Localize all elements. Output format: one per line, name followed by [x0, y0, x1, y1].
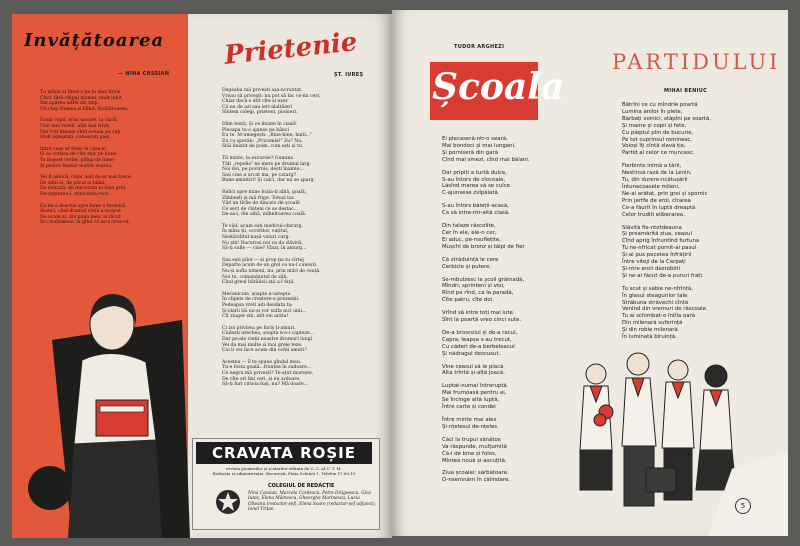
verse-line: Și pestre fețelor nostre soarea.: [40, 163, 113, 169]
verse-line: Întunecoasele mileni,: [622, 183, 680, 190]
verse-line: Degeaba mă privești așa-ncruntat.: [222, 88, 303, 93]
verse-line: Noi tu, comandantul de zăli,: [222, 274, 288, 280]
verse-line: De zații ei, de părul ei bălai,: [40, 180, 106, 186]
stanza: [622, 163, 782, 218]
verse-line: Tăți „repelis" ne mers pe drumul larg.: [222, 161, 311, 167]
verse-line: Slăvită fie-ntotdeauna: [622, 224, 682, 231]
poem-body-partidului: [622, 102, 782, 347]
stanza: [442, 310, 592, 324]
verse-line: Îmi apărea altfel alt chip.: [40, 101, 99, 107]
verse-line: Atunci, cînd drumul vieții a-nceput.: [40, 209, 123, 215]
verse-line: Că nu de azi sau ieri-alaltăieri: [222, 104, 293, 110]
verse-line: Ce sect de cînteni ce se deștac...: [222, 206, 299, 212]
verse-line: Bune-amintiri! Și calci, dar nu se șparg.: [222, 178, 316, 184]
verse-line: Și din robie milenară: [622, 327, 678, 334]
verse-line: Cu pieptul plin de bucurie,: [622, 129, 694, 136]
stanza: [40, 90, 172, 112]
verse-line: Și-ntre eroii dezrobirii: [622, 265, 681, 272]
poem-author-beniuc: MIHAI BENIUC: [664, 88, 708, 94]
stanza: [442, 170, 592, 198]
verse-line: Fierbinte inimă a țării,: [622, 163, 682, 170]
masthead-address: Redacția și administrația: București, Piața Scînteii 1. Telefon 17.60.10: [212, 471, 356, 476]
verse-line: Cînd, fără chipul mamei, mult iubit,: [40, 95, 124, 101]
poem-title-partidului: PARTIDULUI: [612, 50, 781, 74]
verse-line: Între viteji de la Carpați: [622, 259, 686, 266]
verse-line: Pedeapsa vreti adi deodata ta:: [222, 303, 293, 308]
verse-line: Luptat-numai întreruptă.: [442, 383, 509, 390]
stanza: [40, 118, 172, 140]
verse-line: Tu ne-nfricat pornit-ai pasul: [622, 245, 697, 252]
verse-line: Noi doi, pe povirnis, deștl înainte...: [222, 167, 304, 173]
verse-line: Tu, din durere-ncătușării: [622, 177, 688, 184]
verse-line: Ca să intre-ntr-altă clasă.: [442, 210, 510, 217]
pioneer-emblem-icon: [214, 488, 242, 516]
verse-line: Mai bondoci și mai lungani,: [442, 142, 516, 149]
verse-line: Din talaze răscolite,: [442, 223, 496, 230]
verse-line: Stăi liniștit de poim, cum ești și tu.: [222, 144, 304, 150]
verse-line: Cer în ele, ele-n cer,: [442, 229, 497, 236]
poem-title-invatatoarea: Invățătoarea: [24, 30, 165, 51]
verse-line: De-urpiurea-i, stincoleta rece.: [40, 191, 110, 197]
verse-line: Cîte patru, cîte doi.: [442, 297, 494, 304]
stanza: [622, 102, 782, 157]
verse-line: Bătrîni ce cu mîndrie poartă: [622, 102, 698, 108]
verse-line: Cu căderi de-a berbeleacul: [442, 343, 515, 350]
verse-line: Că-i de bine și folos,: [442, 450, 497, 457]
verse-line: Între minte mai ales: [442, 417, 497, 423]
verse-line: Ziua școalei: sărbătoare.: [442, 470, 509, 477]
verse-line: Capra, leapșa s-au trecut,: [442, 336, 512, 343]
verse-line: De-a broscoiul și de-a racul,: [442, 329, 518, 336]
verse-line: Ne-ai arătat, prin grei și spornic: [622, 190, 708, 197]
verse-line: Te văd: acum ești medicul-chirurg.: [222, 223, 303, 229]
stanza: [222, 224, 386, 252]
stanza: [442, 277, 592, 305]
verse-line: În clipele de creștere-a prezenții.: [222, 297, 300, 303]
poem-title-prietenie: Prietenie: [222, 27, 359, 71]
verse-line: Dar toți țineam cînd aveam pe cap: [40, 129, 121, 135]
stanza: [40, 204, 172, 226]
poem-title-scoala: Școala: [432, 66, 565, 108]
verse-line: Mintea nouă și-ascuțită.: [442, 457, 507, 464]
verse-line: Prin jertfe de eroi, cîrarea: [622, 197, 691, 204]
verse-line: De-acum zi, din pana mea, ai făcut: [40, 214, 121, 220]
verse-line: Cînd mai smezi, cînd mai bălani.: [442, 156, 530, 163]
verse-line: Sau ești pilot — și prop ția tu vîrtej: [222, 257, 304, 263]
verse-line: Școlarii tăi nu-și vor sufla nici unii...: [222, 308, 307, 314]
verse-line: Ei aduc, pe-nsuflețite,: [442, 236, 501, 243]
verse-line: Sînt la poartă vreo cinci sute.: [442, 317, 522, 324]
verse-line: Vei fi adeică, chiar aaiț de-ar mai trece.: [40, 175, 132, 181]
verse-line: Departe acum de-un grel ce nu-l cunoști.: [222, 263, 318, 269]
verse-line: Nu-și sufla nimeni, nu, prin mări de ceață.: [222, 269, 321, 275]
verse-line: Să-ți sufle — cine? Vînzi, în amurg...: [222, 246, 307, 252]
verse-line: Să-ți furi cirioia fuși, nu? Mă doare...: [222, 382, 309, 388]
verse-line: Ta ilopoet vorbe, plîngi de lume: [40, 157, 114, 163]
verse-line: De-aici, din albă, mîhnitoarea coală.: [222, 212, 307, 218]
verse-line: Din milenară suferință: [622, 320, 683, 327]
verse-line: Vei da mai multe și mai grele teze.: [222, 342, 303, 348]
verse-line: Și ne-ai făcut de-a pururi frați.: [622, 272, 704, 279]
masthead-title: CRAVATA ROȘIE: [196, 442, 372, 464]
verse-line: Venind din vremuri de răscoale.: [622, 306, 708, 313]
verse-line: Tu-e fosta goală...frunțea în sudoare...: [222, 365, 312, 371]
page-number: 5: [735, 498, 751, 514]
verse-line: De cîte ori îmi ceri, și eu ardoare,: [222, 376, 301, 382]
verse-line: S-au întors de cîocoale,: [442, 176, 506, 183]
verse-line: Că străduință le cere: [442, 256, 499, 263]
stanza: [222, 258, 386, 286]
verse-line: În glasul steagurilor tale: [622, 292, 688, 299]
verse-line: Tîi minte, la excursie? Gumina: [222, 155, 294, 161]
verse-line: Cînd greul bătălieii știi a-l față.: [222, 280, 295, 286]
verse-line: Și mame și copii și fete,: [622, 122, 687, 129]
stanza: [222, 88, 386, 116]
poem-body-invatatoarea: [40, 90, 172, 232]
stanza: [442, 136, 592, 164]
verse-line: Unii mai veseli, alții mai triști,: [40, 123, 111, 129]
teacher-illustration: [12, 280, 196, 538]
verse-line: Un chip frumos și blînd: învățătoarea.: [40, 106, 129, 112]
verse-line: Bărbați voinici, stăpîni pe soartă,: [622, 115, 712, 122]
verse-line: În mîna ții, ocrotitor, cuțitul,: [222, 229, 289, 235]
verse-line: Rînd pe rînd, ca la paradă,: [442, 290, 514, 297]
stanza: [442, 223, 592, 251]
stanza: [222, 122, 386, 150]
stanza: [442, 257, 592, 271]
verse-line: Nu știi! Bucurosi noi va da slăvirii,: [222, 240, 303, 246]
verse-line: Ridici spre mine foaia-ți albă, goală,: [222, 189, 307, 195]
verse-line: Voioși îți cîntă slavă ție,: [622, 143, 686, 150]
stanza: [222, 190, 386, 218]
stanza: [442, 203, 592, 217]
verse-line: Ei plecaseră-ntr-o seară,: [442, 136, 508, 142]
poem-author-arghezi: TUDOR ARGHEZI: [454, 44, 505, 50]
verse-line: Și se vorbea de cîte ziur pe lume: [40, 152, 117, 158]
stanza: [40, 147, 172, 169]
verse-line: Va răspunde, mulțumită: [442, 443, 507, 450]
verse-line: Și nădragul descusut.: [442, 350, 501, 357]
verse-line: Ciulești urechea, șoapta n-o-i capteze...: [222, 331, 314, 337]
verse-line: Străbuna străvechi cîntă: [622, 299, 689, 306]
verse-line: Eram copii, erau ușoare, la clasă.: [40, 118, 118, 124]
verse-line: Și-nțelesul de-nțeles.: [442, 423, 499, 430]
verse-line: Și porniseră din gară: [442, 149, 499, 156]
editorial-board-label: COLEGIUL DE REDACȚIE: [268, 483, 335, 489]
verse-line: Ea mi-a deschis spre lume o ferestră: [40, 203, 126, 209]
verse-line: Ce negru mă privești? Te-ațut morește,: [222, 370, 314, 376]
verse-line: Lăsînd marea să se culce.: [442, 183, 512, 190]
poem-body-prietenie: [222, 88, 386, 394]
stanza: [222, 292, 386, 320]
verse-line: Mecanicule, șoapte n-aștepta: [222, 291, 291, 297]
verse-line: Eu cu sperăn: „Pricomie!" Zu? Nu.: [222, 138, 303, 144]
verse-line: Vreau să privești: nu pot să fac ce-mi ceri,: [222, 93, 321, 99]
verse-line: Văd un tîrîie de dincolo de școală: [222, 201, 300, 207]
verse-line: Ci zoi privirea pe furiș ți-amuri,: [222, 325, 296, 331]
stanza: [222, 326, 386, 354]
verse-line: C-ajunsese zvîpăiată.: [442, 190, 500, 197]
verse-line: Nestinsă rază de la Lenin,: [622, 170, 692, 177]
verse-line: Cerbicie și putere.: [442, 263, 492, 270]
stanza: [222, 360, 386, 388]
verse-line: Mult așteptați, cunoscuți pași.: [40, 135, 111, 141]
verse-line: Cît ziuger știi, atît vei arăta!: [222, 314, 289, 320]
verse-line: Vine ceasul să le placă: [442, 363, 504, 370]
verse-line: Nestăvilitul-nașii valuri curg.: [222, 235, 290, 241]
verse-line: Pleoapa tu-o ajunse pe bănci: [222, 127, 289, 133]
verse-line: Mîndri, sprinteni și vioi,: [442, 283, 505, 290]
verse-line: S-au întors băieții-acasă,: [442, 203, 509, 210]
stanza: [222, 156, 386, 184]
verse-line: Ce-a făurit în luptă dreaptă: [622, 204, 696, 211]
verse-line: Și-i mulțumesc în gînd că se-a crescut.: [40, 220, 131, 226]
verse-line: Mai frumoasă pentru ei,: [442, 390, 507, 397]
verse-line: În luminată biruință.: [622, 334, 677, 341]
masthead-subtitle: [196, 466, 372, 476]
verse-line: Căci la trupul sănătos: [442, 436, 501, 443]
verse-line: Intra ceas ar fetes în care ei: [40, 146, 106, 152]
verse-line: Și preamărită ziua, ceasul: [622, 231, 692, 238]
verse-line: Tu scut și sabie ne-nfrîntă,: [622, 285, 693, 292]
editorial-board-names: Nina Cassian, Marcela Cordescu, Petre Drăgoescu, Gica Iuteș, Elena Măinescu, Gheorghe Marinescu, Lucia Olteanu (redactor-șef), Elena Soare (redactor-șef adjunct), Ionel Trițan: [248, 491, 376, 513]
verse-line: Dar pe-ale vieții noastre drumuri lungi: [222, 336, 313, 342]
poem-author-iures: ȘT. IUREȘ: [334, 72, 364, 78]
stanza: [622, 286, 782, 341]
verse-line: Se încinge altă luptă,: [442, 397, 500, 404]
masthead-subtitle-line: revista pionierilor și școlarilor editată de C. C. al U. T. M.: [226, 466, 342, 471]
verse-line: Vrînd să intre toți mai iute.: [442, 310, 515, 317]
verse-line: Tu ai schimbat-o întîia oară: [622, 313, 696, 320]
verse-line: Chiar dacă-s atît cîte și ușor: [222, 99, 288, 105]
verse-line: Zîmbești și mă frige. Totuși tac.: [222, 195, 296, 201]
verse-line: Pe tot cuprinsul rominesc,: [622, 136, 693, 143]
verse-line: Partid al celor ce muncesc.: [622, 150, 695, 157]
verse-line: Mușchi de bronz și tălpi de fier: [442, 243, 525, 250]
verse-line: Lumina anilor în plete,: [622, 108, 683, 115]
verse-line: Sau cine a urcat ma, pe catarg?: [222, 172, 297, 178]
verse-line: Se-mbulzesc la școli grămadă,: [442, 276, 525, 283]
stanza: [622, 225, 782, 280]
verse-line: Dar pripiți a turtă dulce,: [442, 169, 507, 176]
verse-line: Acestea — îl te spune gîndul meu.: [222, 359, 302, 365]
verse-line: Cai li vei face acum din ochii amuri?: [222, 348, 307, 354]
verse-line: Tu mînia-ai țînut-o pe la ziua tîrzie: [40, 90, 121, 95]
verse-line: Sîntem colegi, prieteni, pionieri.: [222, 110, 298, 116]
verse-line: Și-ai pus pecetea înfrățirii: [622, 252, 692, 259]
verse-line: Dăm testă, Și ce liniște în clasă!: [222, 121, 297, 127]
poem-author-cassian: — NINA CASSIAN: [118, 71, 170, 77]
verse-line: O-nsemnăm în călindare.: [442, 477, 510, 484]
verse-line: Celor truditi eliberarea.: [622, 211, 685, 218]
verse-line: Între carte și condei: [442, 404, 496, 411]
verse-line: Eu te. M-umegești: „Bine-bine, haiti...": [222, 133, 313, 139]
verse-line: Alta trîntă și-altă joacă.: [442, 370, 505, 377]
verse-line: Cînd aprig înfruntînd furtuna: [622, 238, 700, 245]
stanza: [40, 175, 172, 197]
verse-line: De morază, de dulcerata ei dius grai,: [40, 186, 127, 192]
